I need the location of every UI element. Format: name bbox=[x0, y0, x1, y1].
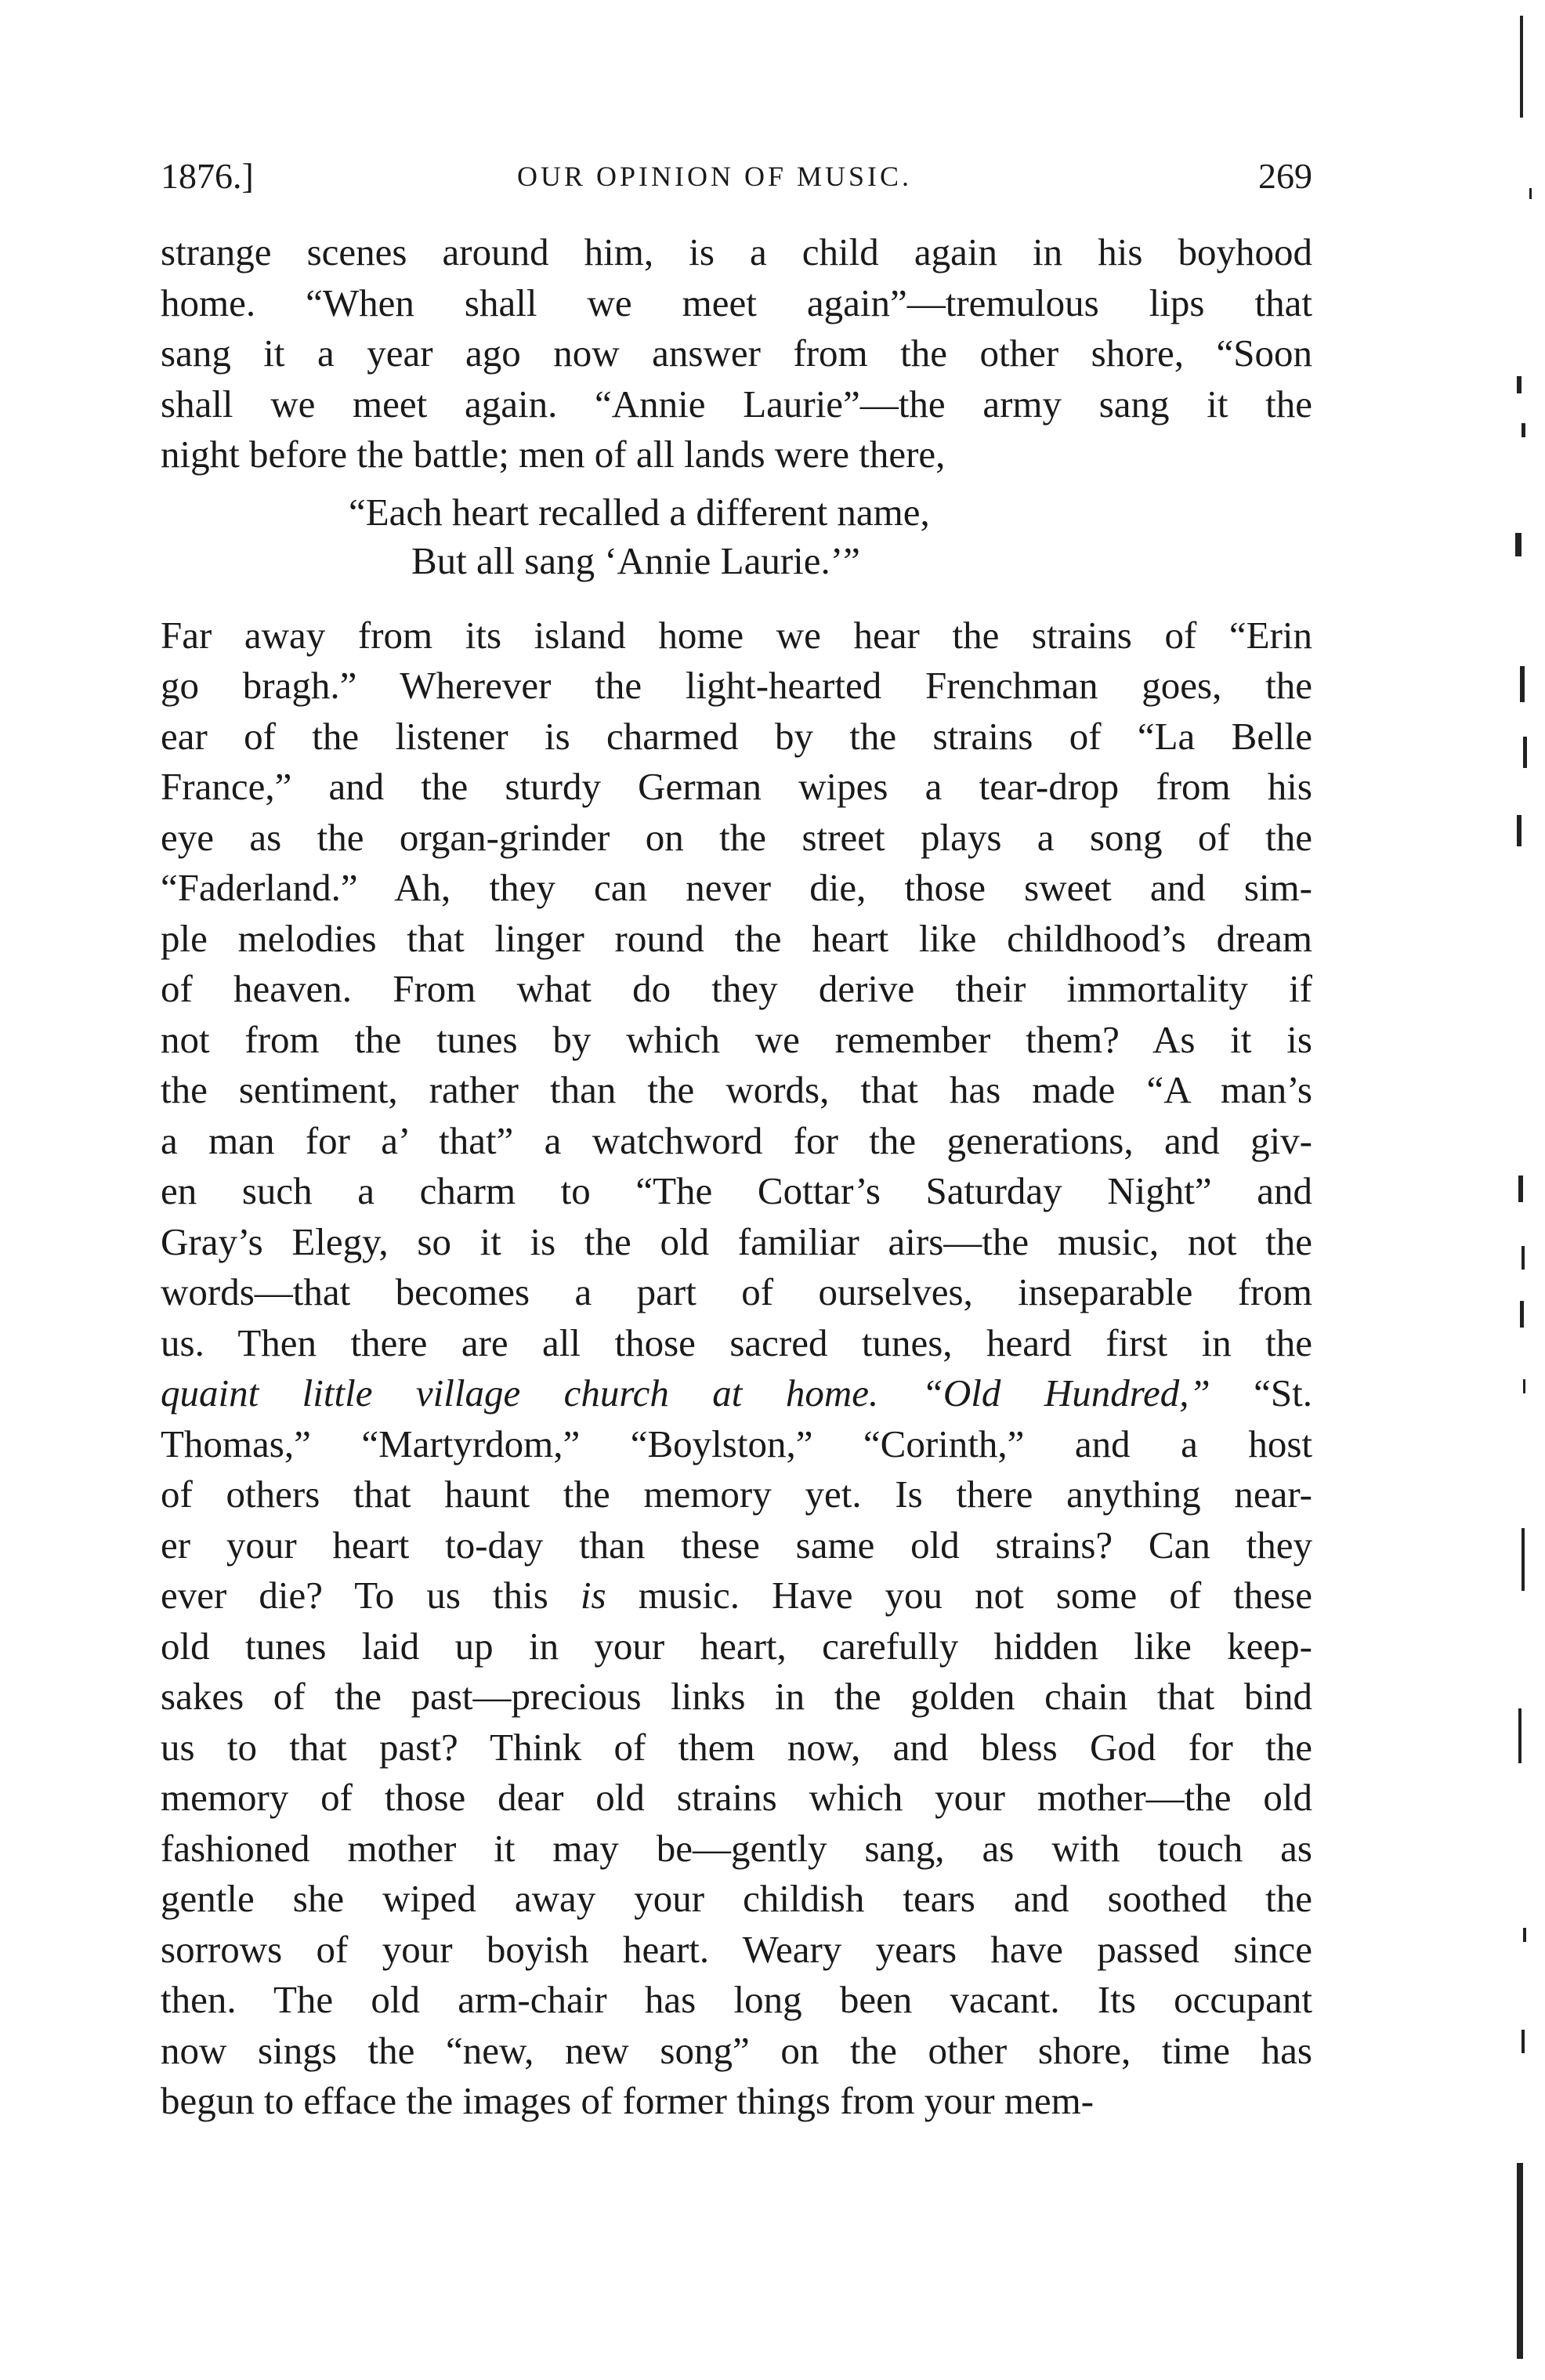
text-line: France,” and the sturdy German wipes a tear-drop from his bbox=[161, 765, 1312, 808]
body-text bbox=[161, 227, 1312, 2127]
text-line: Far away from its island home we hear the strains of “Erin bbox=[161, 613, 1312, 657]
text-line: us to that past? Think of them now, and bless God for the bbox=[161, 1725, 1312, 1769]
running-head-year: 1876.] bbox=[161, 156, 254, 196]
text-line: memory of those dear old strains which your mother—the old bbox=[161, 1776, 1312, 1819]
text-line: of heaven. From what do they derive their immortality if bbox=[161, 967, 1312, 1010]
text-line: then. The old arm-chair has long been vacant. Its occupant bbox=[161, 1978, 1312, 2021]
text-line: “Faderland.” Ah, they can never die, those sweet and sim- bbox=[161, 866, 1312, 909]
text-line: night before the battle; men of all lands were there, bbox=[161, 433, 946, 476]
text-line: en such a charm to “The Cottar’s Saturday Night” and bbox=[161, 1169, 1312, 1212]
text-line: of others that haunt the memory yet. Is there anything near- bbox=[161, 1473, 1312, 1516]
verse-line: “Each heart recalled a different name, bbox=[349, 490, 930, 534]
verse-quotation bbox=[161, 488, 1312, 585]
text-line: words—that becomes a part of ourselves, inseparable from bbox=[161, 1270, 1312, 1313]
text-line: sorrows of your boyish heart. Weary years have passed since bbox=[161, 1927, 1312, 1971]
paragraph-2 bbox=[161, 610, 1312, 2127]
text-line: ever die? To us this is music. Have you not some of these bbox=[161, 1574, 1312, 1617]
text-line: strange scenes around him, is a child again in his boyhood bbox=[161, 230, 1312, 274]
page-number: 269 bbox=[1258, 156, 1312, 196]
text-line: now sings the “new, new song” on the other shore, time has bbox=[161, 2028, 1312, 2072]
text-line: quaint little village church at home. “Old Hundred,” “St. bbox=[161, 1371, 1312, 1415]
verse-line: But all sang ‘Annie Laurie.’” bbox=[411, 538, 860, 582]
scan-margin-artifacts bbox=[1506, 0, 1545, 2380]
text-line: sang it a year ago now answer from the other shore, “Soon bbox=[161, 331, 1312, 375]
text-line: er your heart to-day than these same old strains? Can they bbox=[161, 1523, 1312, 1567]
text-line: ple melodies that linger round the heart like childhood’s dream bbox=[161, 916, 1312, 960]
text-line: old tunes laid up in your heart, carefully hidden like keep- bbox=[161, 1624, 1312, 1668]
text-line: gentle she wiped away your childish tears and soothed the bbox=[161, 1877, 1312, 1920]
text-line: Thomas,” “Martyrdom,” “Boylston,” “Corinth,” and a host bbox=[161, 1422, 1312, 1465]
running-head bbox=[161, 153, 1312, 200]
text-line: eye as the organ-grinder on the street plays a song of the bbox=[161, 815, 1312, 859]
text-line: us. Then there are all those sacred tunes, heard first in the bbox=[161, 1320, 1312, 1364]
text-line: shall we meet again. “Annie Laurie”—the army sang it the bbox=[161, 382, 1312, 426]
text-line: home. “When shall we meet again”—tremulous lips that bbox=[161, 281, 1312, 324]
text-line: not from the tunes by which we remember them? As it is bbox=[161, 1017, 1312, 1061]
text-line: go bragh.” Wherever the light-hearted Frenchman goes, the bbox=[161, 664, 1312, 707]
paragraph-1 bbox=[161, 227, 1312, 480]
text-line: Gray’s Elegy, so it is the old familiar airs—the music, not the bbox=[161, 1219, 1312, 1263]
text-line: the sentiment, rather than the words, that has made “A man’s bbox=[161, 1068, 1312, 1111]
text-line: ear of the listener is charmed by the strains of “La Belle bbox=[161, 714, 1312, 758]
text-line: begun to efface the images of former things from your mem- bbox=[161, 2079, 1095, 2122]
text-line: a man for a’ that” a watchword for the generations, and giv- bbox=[161, 1118, 1312, 1162]
text-line: fashioned mother it may be—gently sang, as with touch as bbox=[161, 1826, 1312, 1870]
running-head-title: OUR OPINION OF MUSIC. bbox=[517, 161, 913, 192]
text-line: sakes of the past—precious links in the golden chain that bind bbox=[161, 1675, 1312, 1718]
